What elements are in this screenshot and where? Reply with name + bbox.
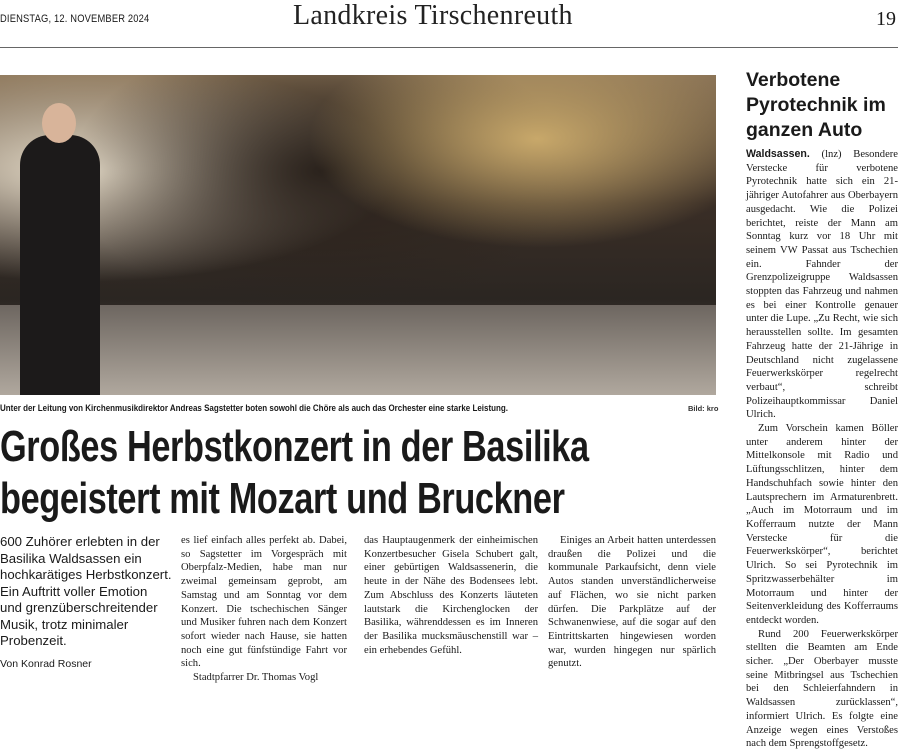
article-column-2 [364, 534, 538, 657]
headline-line-2: begeistert mit Mozart und Bruckner [0, 474, 565, 523]
photo-conductor [20, 135, 100, 395]
paragraph: das Hauptaugenmerk der einheimischen Konzertbesucher Gisela Schubert galt, einer gebürtigen Waldsassenerin, die heute in der Nähe des Bodensees lebt. Zum Abschluss des Konzerts läuteten lautstark die Kirchenglocken der Basilika, währenddessen es im Inneren der Basilika mucksmäuschenstill war – ein erhebendes Gefühl. [364, 535, 538, 656]
lead-block [0, 534, 172, 670]
paragraph: es lief einfach alles perfekt ab. Dabei, so Sagstetter im Vorgespräch mit Oberpfalz-Medien, habe man nur zweimal gemeinsam geprobt, am Samstag und am Sonntag vor dem Konzert. Die tschechischen Sänger und Musiker fuhren nach dem Konzert sofort wieder nach Hause, sie hatten noch eine gut fünfstündige Fahrt vor sich. [181, 535, 347, 670]
paragraph: Stadtpfarrer Dr. Thomas Vogl [193, 672, 319, 684]
paragraph: Zum Vorschein kamen Böller unter anderem hinter der Mittelkonsole mit Radio und Lüftungsschlitzen, hinter dem Handschuhfach sowie hinter den Lautsprechern im Armaturenbrett. „Auch im Motorraum und im Kofferraum nutzte der Mann Verstecke für die Feuerwerkskörper“, berichtet Ulrich. So sei Pyrotechnik im Spritzwasserbehälter im Motorraum und hinter der Seitenverkleidung des Kofferraums entdeckt worden. [746, 423, 898, 626]
headline-line-1: Großes Herbstkonzert in der Basilika [0, 422, 589, 471]
concert-photo [0, 75, 716, 395]
header-rule [0, 47, 898, 48]
photo-credit: Bild: kro [688, 404, 719, 413]
headline [0, 421, 589, 525]
section-title: Landkreis Tirschenreuth [293, 0, 573, 31]
paragraph [746, 148, 898, 422]
sidebar-headline: Verbotene Pyrotechnik im ganzen Auto [746, 69, 886, 141]
paragraph-text: (lnz) Besondere Verstecke für verbotene Pyrotechnik hatte sich ein 21-jähriger Autofahrer aus Oberbayern ausgedacht. Wie die Polizei berichtet, reiste der Mann am Sonntag kurz vor 18 Uhr mit seinem VW Passat aus Tschechien ein. Fahnder der Grenzpolizeigruppe Waldsassen stoppten das Fahrzeug und nahmen es bei einer Kontrolle genauer unter die Lupe. „Zu Recht, wie sich herausstellen sollte. Im gesamten Fahrzeug hatte der 21-Jährige in Deutschland nicht zugelassene Feuerwerkskörper regelrecht verbaut“, schreibt Polizeihauptkommissar Daniel Ulrich. [746, 149, 898, 421]
paragraph: Rund 200 Feuerwerkskörper stellten die Beamten am Ende sicher. „Der Oberbayer musste seine Mitbringsel aus Tschechien bei den Schleierfahndern in Waldsassen zurücklassen“, informiert Ulrich. Es folgte eine Anzeige wegen eines Verstoßes nach dem Sprengstoffgesetz. [746, 628, 898, 750]
author-byline: Von Konrad Rosner [0, 657, 92, 670]
page-date: DIENSTAG, 12. NOVEMBER 2024 [0, 13, 150, 25]
photo-caption: Unter der Leitung von Kirchenmusikdirektor Andreas Sagstetter boten sowohl die Chöre als auch das Orchester eine starke Leistung. [0, 403, 508, 413]
article-column-3 [548, 534, 716, 671]
lead-text: 600 Zuhörer erlebten in der Basilika Waldsassen ein hochkarätiges Herbstkonzert. Ein Auftritt voller Emotion und grenzüberschreitender Musik, trotz minimaler Probenzeit. [0, 534, 172, 648]
photo-floor [0, 305, 716, 395]
photo-conductor-head [42, 103, 76, 143]
paragraph: Einiges an Arbeit hatten unterdessen draußen die Polizei und die kommunale Parkaufsicht, denn viele Autos standen unverständlicherweise auf Flächen, wo sie nicht parken dürfen. Die Parkplätze auf der Schwanenwiese, auf die sogar auf den Eintrittskarten hingewiesen worden war, wurden hingegen nur spärlich genutzt. [548, 535, 716, 670]
sidebar-article [746, 148, 898, 751]
dateline: Waldsassen. [746, 148, 810, 160]
page-number: 19 [876, 8, 896, 30]
article-column-1 [181, 534, 347, 685]
